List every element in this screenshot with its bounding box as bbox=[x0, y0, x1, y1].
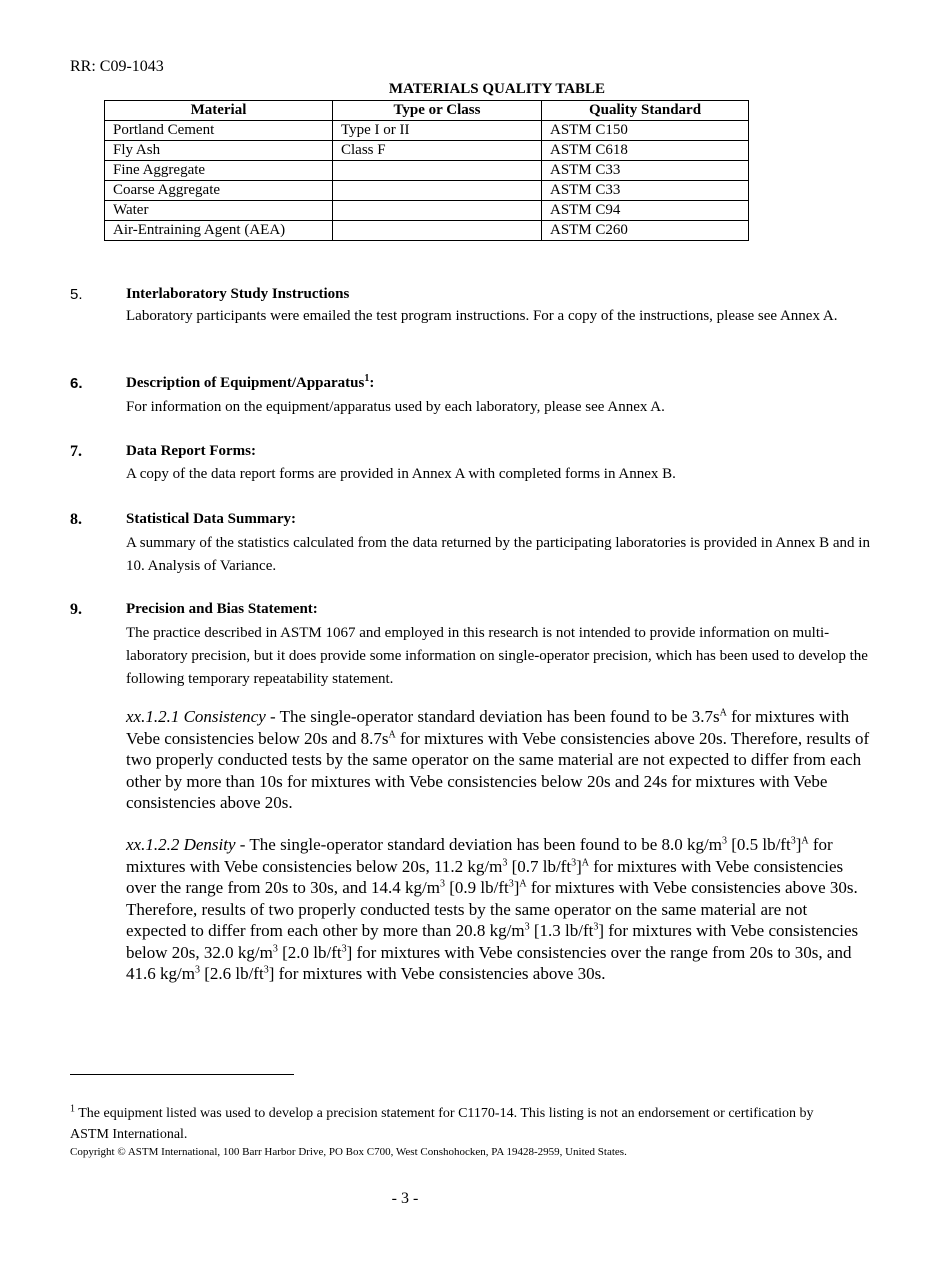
table-header-row bbox=[105, 101, 749, 121]
table-row bbox=[105, 141, 749, 161]
section-number: 8. bbox=[70, 511, 82, 528]
table-cell bbox=[333, 201, 542, 221]
text-run: ] for mixtures with Vebe consistencies over the range from 20s to 30s, and 41.6 kg/m bbox=[126, 942, 852, 983]
section-body: A summary of the statistics calculated from the data returned by the participating laboratories is provided in Annex B and in 10. Analysis of Variance. bbox=[126, 535, 870, 574]
section-body: Laboratory participants were emailed the test program instructions. For a copy of the instructions, please see Annex A. bbox=[126, 308, 838, 324]
text-run: ] for mixtures with Vebe consistencies below 20s, 32.0 kg/m bbox=[126, 921, 859, 962]
text-run: [0.7 lb/ft bbox=[507, 856, 572, 876]
text-run: ] bbox=[513, 878, 520, 897]
table-row bbox=[105, 201, 749, 221]
table-cell: Water bbox=[105, 201, 333, 221]
superscript: A bbox=[581, 856, 589, 868]
superscript: A bbox=[519, 878, 527, 890]
superscript: 3 bbox=[502, 856, 508, 868]
text-run: for mixtures with Vebe consistencies below 20s, 11.2 kg/m bbox=[126, 835, 833, 876]
section-number: 9. bbox=[70, 601, 82, 618]
superscript: 3 bbox=[721, 835, 727, 847]
clause-label: xx.1.2.1 Consistency bbox=[126, 707, 266, 726]
text-run: [2.6 lb/ft bbox=[199, 964, 264, 983]
text-run: ] bbox=[795, 835, 802, 854]
table-cell bbox=[333, 181, 542, 201]
column-header: Quality Standard bbox=[542, 101, 749, 121]
table-cell: ASTM C33 bbox=[542, 181, 749, 201]
table-row bbox=[105, 181, 749, 201]
footnote-text: The equipment listed was used to develop a precision statement for C1170-14. This listing is not an endorsement or certification by ASTM International. bbox=[70, 1106, 814, 1142]
table-cell: Type I or II bbox=[333, 121, 542, 141]
table-row bbox=[105, 221, 749, 241]
table-cell: ASTM C94 bbox=[542, 201, 749, 221]
section-body: A copy of the data report forms are provided in Annex A with completed forms in Annex B. bbox=[126, 466, 676, 482]
table-title: MATERIALS QUALITY TABLE bbox=[388, 81, 606, 97]
table-cell bbox=[333, 221, 542, 241]
superscript: 3 bbox=[341, 942, 347, 954]
section-heading bbox=[126, 375, 374, 392]
text-run: for mixtures with Vebe consistencies over the range from 20s to 30s, and 14.4 kg/m bbox=[126, 856, 844, 897]
footnote-mark: 1 bbox=[70, 1103, 75, 1115]
text-run: for mixtures with Vebe consistencies below 20s and 8.7s bbox=[126, 707, 850, 748]
superscript: 3 bbox=[272, 942, 278, 954]
table-row bbox=[105, 161, 749, 181]
superscript: 3 bbox=[593, 921, 599, 933]
table-cell: ASTM C150 bbox=[542, 121, 749, 141]
table-cell: ASTM C260 bbox=[542, 221, 749, 241]
section-heading-text: Description of Equipment/Apparatus bbox=[126, 375, 365, 391]
table-row bbox=[105, 121, 749, 141]
table-cell bbox=[333, 161, 542, 181]
table-cell: Fly Ash bbox=[105, 141, 333, 161]
copyright-notice: Copyright © ASTM International, 100 Barr Harbor Drive, PO Box C700, West Conshohocken, PA 19428-2959, United States. bbox=[70, 1146, 627, 1158]
section-heading-suffix: : bbox=[369, 375, 375, 391]
table-cell: Air-Entraining Agent (AEA) bbox=[105, 221, 333, 241]
section-heading: Statistical Data Summary: bbox=[126, 511, 296, 527]
superscript: 3 bbox=[439, 878, 445, 890]
section-number: 5. bbox=[70, 286, 83, 303]
table-cell: ASTM C618 bbox=[542, 141, 749, 161]
text-run: [0.9 lb/ft bbox=[444, 878, 509, 897]
column-header: Type or Class bbox=[333, 101, 542, 121]
density-paragraph bbox=[126, 834, 871, 985]
superscript: 3 bbox=[790, 835, 796, 847]
footnote bbox=[70, 1103, 830, 1145]
document-id: RR: C09-1043 bbox=[70, 58, 164, 75]
section-heading: Interlaboratory Study Instructions bbox=[126, 286, 350, 302]
page-number: - 3 - bbox=[391, 1190, 419, 1207]
section-number: 7. bbox=[70, 443, 82, 460]
table-cell: ASTM C33 bbox=[542, 161, 749, 181]
materials-quality-table bbox=[104, 100, 749, 241]
superscript: A bbox=[719, 707, 727, 719]
table-cell: Fine Aggregate bbox=[105, 161, 333, 181]
section-heading: Data Report Forms: bbox=[126, 443, 256, 459]
table-cell: Class F bbox=[333, 141, 542, 161]
superscript: 3 bbox=[194, 964, 200, 976]
clause-label: xx.1.2.2 Density bbox=[126, 835, 236, 854]
superscript: A bbox=[801, 835, 809, 847]
footnote-separator bbox=[70, 1074, 294, 1075]
text-run: [1.3 lb/ft bbox=[529, 921, 594, 940]
section-number: 6. bbox=[70, 375, 83, 392]
text-run: [2.0 lb/ft bbox=[277, 942, 342, 962]
table-cell: Coarse Aggregate bbox=[105, 181, 333, 201]
text-run: for mixtures with Vebe consistencies above 30s. Therefore, results of two properly conducted tests by the same operator on the same material are not expected to differ from each other by more than 20.8 kg/m bbox=[126, 878, 858, 940]
superscript: 3 bbox=[508, 878, 514, 890]
text-run: ] for mixtures with Vebe consistencies above 30s. bbox=[268, 964, 606, 983]
text-run: ] bbox=[576, 856, 582, 876]
superscript: 3 bbox=[263, 964, 269, 976]
consistency-paragraph bbox=[126, 706, 871, 814]
section-body: For information on the equipment/apparatus used by each laboratory, please see Annex A. bbox=[126, 399, 665, 415]
superscript: A bbox=[388, 728, 396, 740]
text-run: for mixtures with Vebe consistencies above 20s. Therefore, results of two properly conducted tests by the same operator on the same material are not expected to differ from each other by more than 10s for mixtures with Vebe consistencies below 20s and 24s for mixtures with Vebe consistencies above 20s. bbox=[126, 728, 870, 812]
superscript: 3 bbox=[524, 921, 530, 933]
section-heading: Precision and Bias Statement: bbox=[126, 601, 318, 617]
superscript: 3 bbox=[571, 856, 577, 868]
section-body: The practice described in ASTM 1067 and employed in this research is not intended to provide information on multi-laboratory precision, but it does provide some information on single-operator precision, which has been used to develop the following temporary repeatability statement. bbox=[126, 625, 868, 687]
footnote-reference: 1 bbox=[364, 373, 370, 384]
text-run: [0.5 lb/ft bbox=[726, 835, 791, 854]
table-cell: Portland Cement bbox=[105, 121, 333, 141]
text-run: - The single-operator standard deviation has been found to be 3.7s bbox=[265, 707, 720, 726]
text-run: - The single-operator standard deviation has been found to be 8.0 kg/m bbox=[235, 835, 722, 854]
column-header: Material bbox=[105, 101, 333, 121]
